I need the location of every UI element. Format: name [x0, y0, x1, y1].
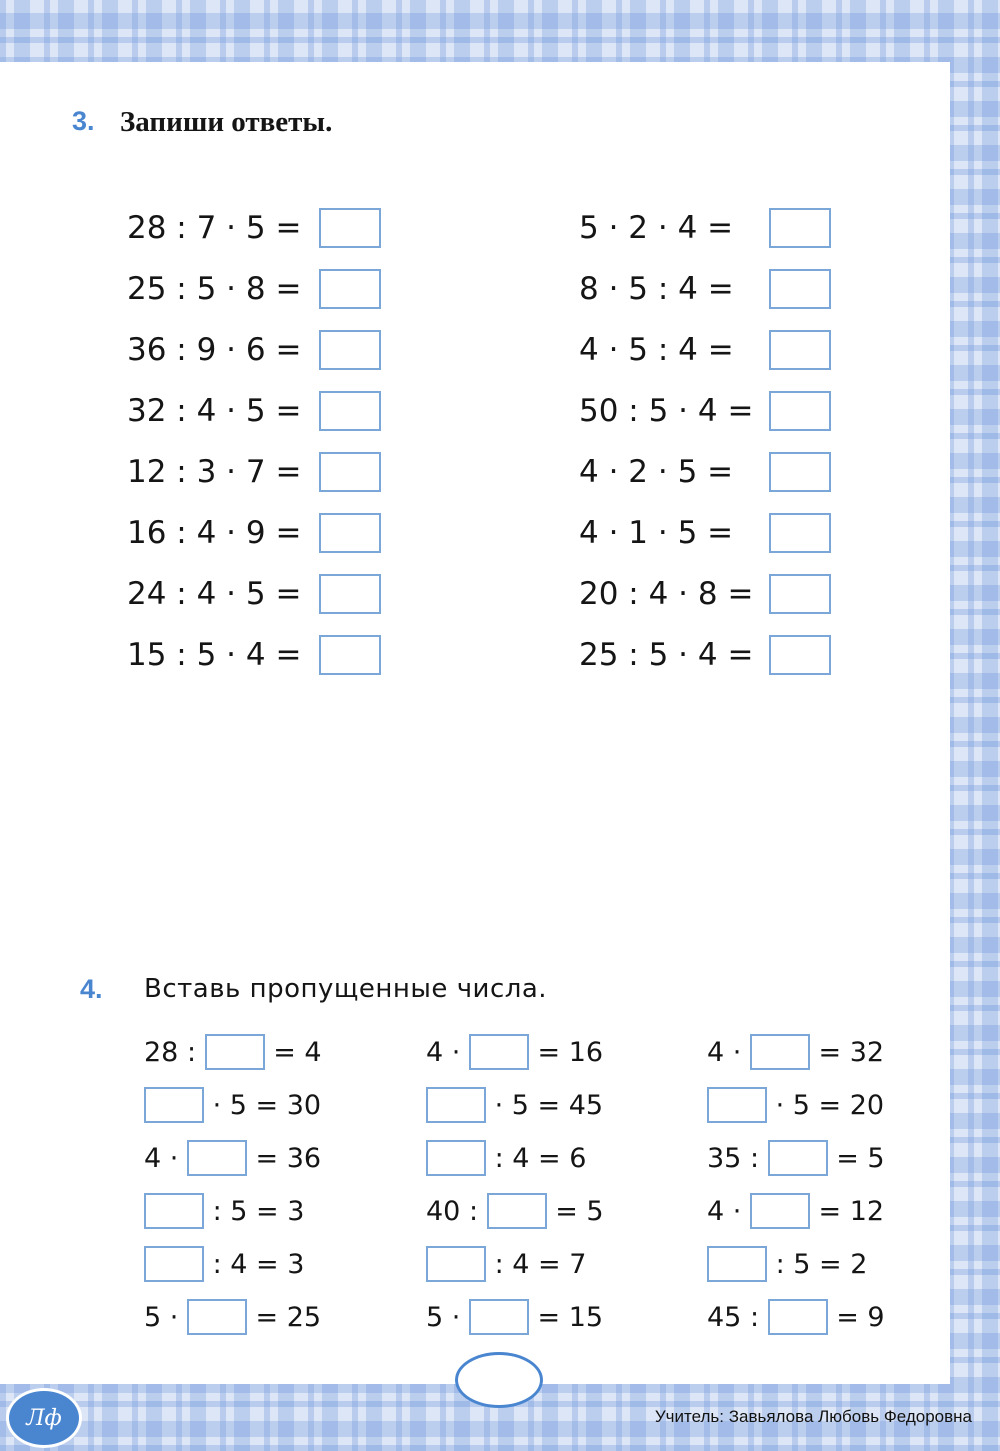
equation-before: 4 · [707, 1036, 750, 1068]
answer-box[interactable] [769, 269, 831, 309]
fill-in-row [426, 1085, 603, 1125]
equation-before: 5 · [426, 1301, 469, 1333]
equation-after: = 16 [528, 1036, 604, 1068]
missing-number-box[interactable] [707, 1087, 767, 1123]
answer-box[interactable] [769, 635, 831, 675]
equation-row [127, 572, 381, 616]
answer-box[interactable] [319, 574, 381, 614]
missing-number-box[interactable] [144, 1246, 204, 1282]
equation-row [127, 511, 381, 555]
equation-after: = 4 [264, 1036, 322, 1068]
equation-row [579, 511, 831, 555]
fill-in-row [426, 1297, 603, 1337]
equation-before: 4 · [707, 1195, 750, 1227]
missing-number-box[interactable] [469, 1034, 529, 1070]
exercise-3-title: Запиши ответы. [120, 106, 333, 138]
fill-in-row [707, 1085, 884, 1125]
equation-before: 35 : [707, 1142, 768, 1174]
fill-in-row [707, 1032, 884, 1072]
equation-expression: 50 : 5 · 4 = [579, 393, 754, 429]
equation-after: · 5 = 30 [204, 1089, 322, 1121]
answer-box[interactable] [319, 391, 381, 431]
equation-row [127, 267, 381, 311]
fill-in-row [144, 1085, 321, 1125]
equation-row [127, 450, 381, 494]
fill-in-row [707, 1191, 884, 1231]
equation-row [127, 389, 381, 433]
teacher-credit: Учитель: Завьялова Любовь Федоровна [654, 1407, 972, 1426]
answer-box[interactable] [769, 452, 831, 492]
equation-before: 4 · [144, 1142, 187, 1174]
answer-box[interactable] [319, 330, 381, 370]
page-number-oval [455, 1352, 543, 1408]
missing-number-box[interactable] [768, 1140, 828, 1176]
equation-row [579, 572, 831, 616]
fill-in-row [426, 1191, 604, 1231]
answer-box[interactable] [769, 330, 831, 370]
equation-expression: 4 · 1 · 5 = [579, 515, 734, 551]
fill-in-row [144, 1244, 304, 1284]
answer-box[interactable] [319, 635, 381, 675]
publisher-logo [6, 1388, 82, 1448]
equation-before: 40 : [426, 1195, 487, 1227]
fill-in-row [426, 1244, 586, 1284]
missing-number-box[interactable] [205, 1034, 265, 1070]
equation-expression: 8 · 5 : 4 = [579, 271, 734, 307]
equation-expression: 20 : 4 · 8 = [579, 576, 754, 612]
missing-number-box[interactable] [426, 1140, 486, 1176]
equation-after: : 4 = 7 [486, 1248, 587, 1280]
fill-in-row [144, 1032, 322, 1072]
equation-after: · 5 = 45 [486, 1089, 604, 1121]
equation-after: · 5 = 20 [767, 1089, 885, 1121]
equation-after: = 5 [827, 1142, 885, 1174]
equation-expression: 15 : 5 · 4 = [127, 637, 302, 673]
answer-box[interactable] [769, 513, 831, 553]
equation-row [579, 328, 831, 372]
equation-row [579, 389, 831, 433]
equation-after: = 5 [546, 1195, 604, 1227]
equation-row [127, 633, 381, 677]
equation-after: : 4 = 3 [204, 1248, 305, 1280]
equation-expression: 5 · 2 · 4 = [579, 210, 734, 246]
missing-number-box[interactable] [750, 1034, 810, 1070]
fill-in-row [426, 1138, 586, 1178]
missing-number-box[interactable] [487, 1193, 547, 1229]
equation-after: = 15 [528, 1301, 604, 1333]
exercise-4-number: 4. [80, 974, 103, 1004]
equation-expression: 36 : 9 · 6 = [127, 332, 302, 368]
answer-box[interactable] [769, 208, 831, 248]
equation-after: = 32 [809, 1036, 885, 1068]
equation-expression: 12 : 3 · 7 = [127, 454, 302, 490]
answer-box[interactable] [319, 208, 381, 248]
fill-in-row [707, 1244, 867, 1284]
equation-before: 5 · [144, 1301, 187, 1333]
equation-after: = 25 [246, 1301, 322, 1333]
fill-in-row [707, 1138, 885, 1178]
equation-row [127, 328, 381, 372]
fill-in-row [144, 1297, 321, 1337]
equation-expression: 4 · 2 · 5 = [579, 454, 734, 490]
missing-number-box[interactable] [750, 1193, 810, 1229]
equation-row [579, 267, 831, 311]
answer-box[interactable] [319, 513, 381, 553]
equation-row [127, 206, 381, 250]
fill-in-row [144, 1138, 321, 1178]
equation-row [579, 633, 831, 677]
exercise-3-number: 3. [72, 106, 95, 136]
equation-expression: 24 : 4 · 5 = [127, 576, 302, 612]
equation-after: : 5 = 2 [767, 1248, 868, 1280]
logo-text: Лф [26, 1405, 62, 1431]
missing-number-box[interactable] [469, 1299, 529, 1335]
exercise-4-title: Вставь пропущенные числа. [144, 974, 548, 1004]
answer-box[interactable] [769, 391, 831, 431]
equation-after: = 12 [809, 1195, 885, 1227]
missing-number-box[interactable] [426, 1246, 486, 1282]
equation-before: 28 : [144, 1036, 205, 1068]
missing-number-box[interactable] [768, 1299, 828, 1335]
missing-number-box[interactable] [707, 1246, 767, 1282]
equation-before: 45 : [707, 1301, 768, 1333]
missing-number-box[interactable] [144, 1087, 204, 1123]
equation-expression: 25 : 5 · 4 = [579, 637, 754, 673]
equation-expression: 16 : 4 · 9 = [127, 515, 302, 551]
equation-after: : 5 = 3 [204, 1195, 305, 1227]
fill-in-row [426, 1032, 603, 1072]
fill-in-row [707, 1297, 885, 1337]
missing-number-box[interactable] [187, 1140, 247, 1176]
equation-expression: 4 · 5 : 4 = [579, 332, 734, 368]
answer-box[interactable] [319, 269, 381, 309]
equation-after: : 4 = 6 [486, 1142, 587, 1174]
equation-expression: 32 : 4 · 5 = [127, 393, 302, 429]
worksheet-page [0, 62, 950, 1384]
equation-before: 4 · [426, 1036, 469, 1068]
equation-expression: 28 : 7 · 5 = [127, 210, 302, 246]
fill-in-row [144, 1191, 304, 1231]
missing-number-box[interactable] [187, 1299, 247, 1335]
equation-row [579, 206, 831, 250]
answer-box[interactable] [769, 574, 831, 614]
equation-expression: 25 : 5 · 8 = [127, 271, 302, 307]
missing-number-box[interactable] [426, 1087, 486, 1123]
equation-after: = 36 [246, 1142, 322, 1174]
equation-row [579, 450, 831, 494]
equation-after: = 9 [827, 1301, 885, 1333]
missing-number-box[interactable] [144, 1193, 204, 1229]
answer-box[interactable] [319, 452, 381, 492]
